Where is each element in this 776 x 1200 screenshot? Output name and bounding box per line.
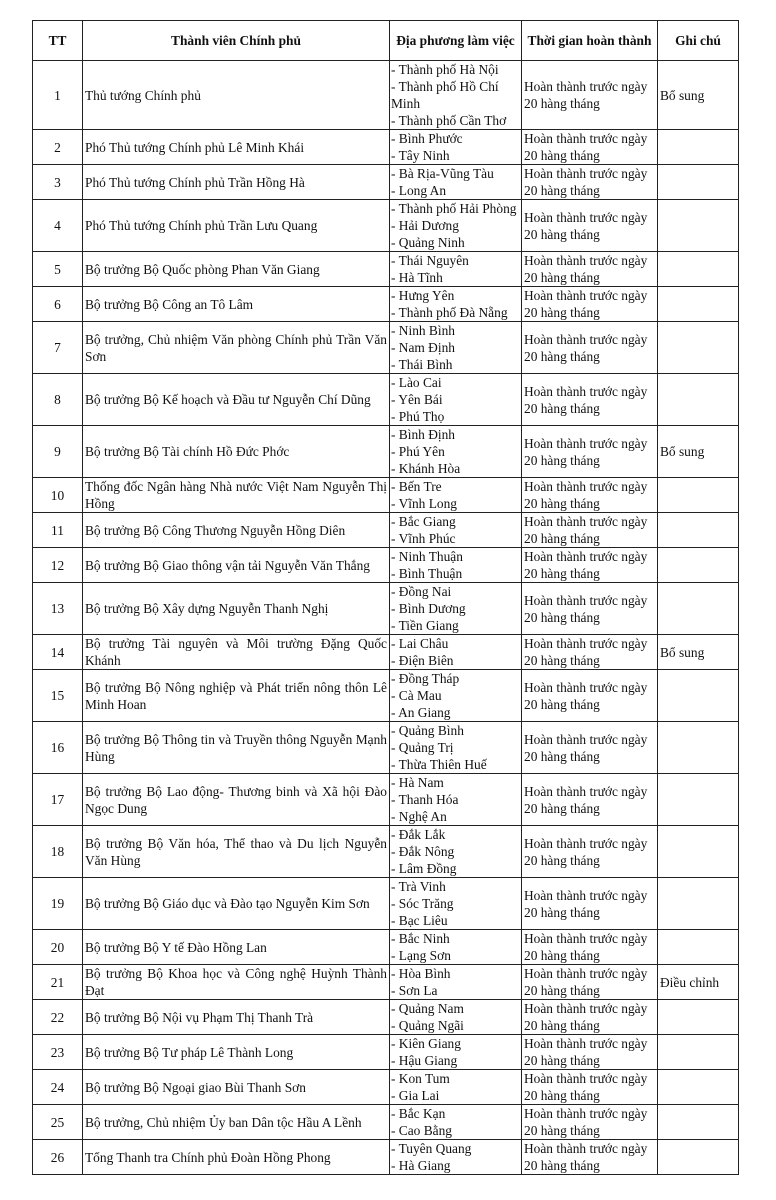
location-item: - Lạng Sơn [391, 948, 451, 963]
header-member: Thành viên Chính phủ [83, 21, 390, 61]
completion-time-line: Hoàn thành trước ngày [524, 1001, 648, 1016]
location-item: - Quảng Nam [391, 1001, 464, 1016]
completion-time [522, 130, 658, 165]
completion-time-line: 20 hàng tháng [524, 400, 600, 416]
completion-time-line: Hoàn thành trước ngày [524, 166, 648, 181]
location-item: - Bà Rịa-Vũng Tàu [391, 166, 494, 181]
completion-time-line: Hoàn thành trước ngày [524, 253, 648, 268]
table-row [33, 878, 739, 930]
completion-time-line: Hoàn thành trước ngày [524, 209, 648, 225]
completion-time [522, 1140, 658, 1175]
location-item: - Phú Yên [391, 444, 445, 459]
location-item: - Đồng Tháp [391, 671, 460, 686]
row-number: 10 [33, 478, 83, 513]
location-item: - Sơn La [391, 983, 438, 998]
note: Bổ sung [658, 61, 739, 130]
table-row [33, 426, 739, 478]
member-name: Thống đốc Ngân hàng Nhà nước Việt Nam Nguyễn Thị Hồng [83, 478, 390, 513]
row-number: 21 [33, 965, 83, 1000]
completion-time [522, 287, 658, 322]
table-row [33, 826, 739, 878]
note [658, 1035, 739, 1070]
member-name: Phó Thủ tướng Chính phủ Trần Lưu Quang [83, 200, 390, 252]
locations-cell [390, 1035, 522, 1070]
location-item: - Vĩnh Phúc [391, 531, 456, 546]
table-row [33, 322, 739, 374]
completion-time [522, 930, 658, 965]
note [658, 165, 739, 200]
completion-time-line: 20 hàng tháng [524, 226, 600, 242]
completion-time-line: Hoàn thành trước ngày [524, 79, 648, 94]
location-item: - Long An [391, 183, 447, 198]
completion-time-line: 20 hàng tháng [524, 800, 600, 816]
completion-time-line: 20 hàng tháng [524, 531, 600, 546]
table-row [33, 583, 739, 635]
locations-cell [390, 478, 522, 513]
completion-time [522, 165, 658, 200]
table-row [33, 287, 739, 322]
location-item: - Khánh Hòa [391, 461, 461, 476]
location-item: - Bắc Giang [391, 514, 456, 529]
note [658, 1070, 739, 1105]
completion-time-line: Hoàn thành trước ngày [524, 331, 648, 347]
member-name: Phó Thủ tướng Chính phủ Trần Hồng Hà [83, 165, 390, 200]
location-item: - Thành phố Hải Phòng [391, 201, 517, 216]
locations-cell [390, 583, 522, 635]
completion-time-line: Hoàn thành trước ngày [524, 1036, 648, 1051]
completion-time-line: 20 hàng tháng [524, 852, 600, 868]
completion-time [522, 478, 658, 513]
completion-time-line: Hoàn thành trước ngày [524, 931, 648, 946]
completion-time-line: Hoàn thành trước ngày [524, 966, 648, 981]
member-name: Bộ trưởng Bộ Quốc phòng Phan Văn Giang [83, 252, 390, 287]
location-item: - Bạc Liêu [391, 913, 448, 928]
completion-time-line: Hoàn thành trước ngày [524, 636, 648, 651]
locations-cell [390, 722, 522, 774]
completion-time-line: 20 hàng tháng [524, 948, 600, 963]
table-row [33, 1140, 739, 1175]
completion-time [522, 722, 658, 774]
row-number: 4 [33, 200, 83, 252]
completion-time [522, 670, 658, 722]
location-item: - Hà Giang [391, 1158, 451, 1173]
table-row [33, 1000, 739, 1035]
completion-time-line: 20 hàng tháng [524, 348, 600, 364]
member-name: Bộ trưởng Bộ Y tế Đào Hồng Lan [83, 930, 390, 965]
completion-time [522, 1000, 658, 1035]
completion-time [522, 252, 658, 287]
note [658, 1000, 739, 1035]
completion-time [522, 965, 658, 1000]
note [658, 374, 739, 426]
location-item: - Đắk Lắk [391, 827, 446, 842]
member-name: Bộ trưởng Bộ Công an Tô Lâm [83, 287, 390, 322]
table-row [33, 965, 739, 1000]
location-item: - Thành phố Cần Thơ [391, 113, 507, 128]
locations-cell [390, 1105, 522, 1140]
locations-cell [390, 513, 522, 548]
location-item: - Bắc Ninh [391, 931, 450, 946]
location-item: - Quảng Ngãi [391, 1018, 464, 1033]
row-number: 26 [33, 1140, 83, 1175]
completion-time-line: 20 hàng tháng [524, 1088, 600, 1103]
completion-time-line: Hoàn thành trước ngày [524, 679, 648, 695]
table-row [33, 930, 739, 965]
location-item: - Trà Vinh [391, 879, 446, 894]
row-number: 19 [33, 878, 83, 930]
member-name: Bộ trưởng Bộ Nông nghiệp và Phát triển nông thôn Lê Minh Hoan [83, 670, 390, 722]
completion-time-line: Hoàn thành trước ngày [524, 1106, 648, 1121]
locations-cell [390, 670, 522, 722]
note [658, 130, 739, 165]
locations-cell [390, 548, 522, 583]
completion-time-line: 20 hàng tháng [524, 96, 600, 111]
table-row [33, 548, 739, 583]
completion-time-line: Hoàn thành trước ngày [524, 288, 648, 303]
row-number: 9 [33, 426, 83, 478]
location-item: - Thành phố Hà Nội [391, 62, 499, 77]
table-row [33, 165, 739, 200]
member-name: Thủ tướng Chính phủ [83, 61, 390, 130]
header-location: Địa phương làm việc [390, 21, 522, 61]
completion-time-line: 20 hàng tháng [524, 748, 600, 764]
note [658, 252, 739, 287]
locations-cell [390, 878, 522, 930]
row-number: 5 [33, 252, 83, 287]
completion-time-line: 20 hàng tháng [524, 148, 600, 163]
table-row [33, 670, 739, 722]
completion-time [522, 635, 658, 670]
completion-time-line: 20 hàng tháng [524, 1018, 600, 1033]
locations-cell [390, 826, 522, 878]
location-item: - Thừa Thiên Huế [391, 757, 487, 772]
member-name: Bộ trưởng Bộ Văn hóa, Thể thao và Du lịch Nguyễn Văn Hùng [83, 826, 390, 878]
location-item: - Tây Ninh [391, 148, 450, 163]
member-name: Bộ trưởng Bộ Khoa học và Công nghệ Huỳnh Thành Đạt [83, 965, 390, 1000]
row-number: 22 [33, 1000, 83, 1035]
completion-time-line: Hoàn thành trước ngày [524, 131, 648, 146]
member-name: Bộ trưởng Bộ Giao thông vận tải Nguyễn Văn Thắng [83, 548, 390, 583]
note [658, 826, 739, 878]
completion-time-line: Hoàn thành trước ngày [524, 783, 648, 799]
location-item: - Tuyên Quang [391, 1141, 472, 1156]
completion-time [522, 1070, 658, 1105]
table-row [33, 61, 739, 130]
table-row [33, 774, 739, 826]
completion-time [522, 200, 658, 252]
row-number: 12 [33, 548, 83, 583]
member-name: Bộ trưởng, Chủ nhiệm Văn phòng Chính phủ Trần Văn Sơn [83, 322, 390, 374]
locations-cell [390, 61, 522, 130]
header-time: Thời gian hoàn thành [522, 21, 658, 61]
location-item: - Hà Tĩnh [391, 270, 443, 285]
row-number: 24 [33, 1070, 83, 1105]
member-name: Bộ trưởng Bộ Tư pháp Lê Thành Long [83, 1035, 390, 1070]
member-name: Bộ trưởng Bộ Công Thương Nguyễn Hồng Diên [83, 513, 390, 548]
completion-time-line: Hoàn thành trước ngày [524, 592, 648, 608]
completion-time-line: Hoàn thành trước ngày [524, 479, 648, 494]
table-row [33, 1035, 739, 1070]
note [658, 200, 739, 252]
member-name: Bộ trưởng Tài nguyên và Môi trường Đặng Quốc Khánh [83, 635, 390, 670]
note: Bổ sung [658, 635, 739, 670]
locations-cell [390, 635, 522, 670]
table-row [33, 1070, 739, 1105]
row-number: 1 [33, 61, 83, 130]
member-name: Bộ trưởng Bộ Tài chính Hồ Đức Phớc [83, 426, 390, 478]
note [658, 583, 739, 635]
locations-cell [390, 200, 522, 252]
completion-time-line: 20 hàng tháng [524, 696, 600, 712]
completion-time-line: 20 hàng tháng [524, 904, 600, 920]
completion-time-line: 20 hàng tháng [524, 270, 600, 285]
header-tt: TT [33, 21, 83, 61]
row-number: 2 [33, 130, 83, 165]
location-item: - Thanh Hóa [391, 792, 459, 807]
table-row [33, 130, 739, 165]
note [658, 1105, 739, 1140]
completion-time [522, 1105, 658, 1140]
completion-time-line: 20 hàng tháng [524, 1053, 600, 1068]
member-name: Bộ trưởng Bộ Kế hoạch và Đầu tư Nguyễn Chí Dũng [83, 374, 390, 426]
location-item: - Điện Biên [391, 653, 454, 668]
location-item: - Sóc Trăng [391, 896, 454, 911]
row-number: 6 [33, 287, 83, 322]
note [658, 1140, 739, 1175]
note: Điều chỉnh [658, 965, 739, 1000]
locations-cell [390, 374, 522, 426]
location-item: - Bình Thuận [391, 566, 463, 581]
row-number: 16 [33, 722, 83, 774]
member-name: Bộ trưởng Bộ Thông tin và Truyền thông Nguyễn Mạnh Hùng [83, 722, 390, 774]
completion-time-line: 20 hàng tháng [524, 452, 600, 468]
document-page [32, 20, 738, 1175]
locations-cell [390, 1070, 522, 1105]
location-item: - Phú Thọ [391, 409, 445, 424]
locations-cell [390, 252, 522, 287]
completion-time [522, 1035, 658, 1070]
locations-cell [390, 165, 522, 200]
row-number: 18 [33, 826, 83, 878]
note [658, 322, 739, 374]
member-name: Bộ trưởng Bộ Lao động- Thương binh và Xã hội Đào Ngọc Dung [83, 774, 390, 826]
header-note: Ghi chú [658, 21, 739, 61]
location-item: - Ninh Thuận [391, 549, 463, 564]
location-item: - Kiên Giang [391, 1036, 461, 1051]
row-number: 25 [33, 1105, 83, 1140]
location-item: - Thành phố Đà Nẵng [391, 305, 508, 320]
note [658, 478, 739, 513]
location-item: - Kon Tum [391, 1071, 450, 1086]
note [658, 774, 739, 826]
location-item: - Đắk Nông [391, 844, 455, 859]
row-number: 17 [33, 774, 83, 826]
row-number: 13 [33, 583, 83, 635]
location-item: - Tiền Giang [391, 618, 459, 633]
location-item: - Cà Mau [391, 688, 442, 703]
location-item: - Lào Cai [391, 375, 442, 390]
location-item: - Quảng Trị [391, 740, 454, 755]
table-row [33, 1105, 739, 1140]
completion-time [522, 61, 658, 130]
completion-time-line: Hoàn thành trước ngày [524, 383, 648, 399]
location-item: - Hải Dương [391, 218, 459, 233]
locations-cell [390, 965, 522, 1000]
completion-time-line: Hoàn thành trước ngày [524, 731, 648, 747]
row-number: 20 [33, 930, 83, 965]
completion-time [522, 583, 658, 635]
row-number: 8 [33, 374, 83, 426]
row-number: 23 [33, 1035, 83, 1070]
location-item: - Ninh Bình [391, 323, 455, 338]
completion-time-line: Hoàn thành trước ngày [524, 887, 648, 903]
locations-cell [390, 930, 522, 965]
location-item: - Hưng Yên [391, 288, 455, 303]
completion-time-line: Hoàn thành trước ngày [524, 835, 648, 851]
location-item: - Quảng Bình [391, 723, 464, 738]
location-item: - Vĩnh Long [391, 496, 457, 511]
location-item: - An Giang [391, 705, 451, 720]
locations-cell [390, 322, 522, 374]
completion-time-line: 20 hàng tháng [524, 305, 600, 320]
location-item: - Bến Tre [391, 479, 442, 494]
completion-time-line: Hoàn thành trước ngày [524, 1141, 648, 1156]
member-name: Bộ trưởng Bộ Ngoại giao Bùi Thanh Sơn [83, 1070, 390, 1105]
completion-time [522, 322, 658, 374]
location-item: - Hà Nam [391, 775, 444, 790]
note [658, 722, 739, 774]
note: Bổ sung [658, 426, 739, 478]
location-item: - Thái Nguyên [391, 253, 469, 268]
table-row [33, 252, 739, 287]
location-item: - Hòa Bình [391, 966, 451, 981]
location-item: - Cao Bằng [391, 1123, 452, 1138]
locations-cell [390, 130, 522, 165]
completion-time [522, 548, 658, 583]
assignment-table [32, 20, 739, 1175]
locations-cell [390, 426, 522, 478]
table-row [33, 722, 739, 774]
location-item: - Nghệ An [391, 809, 447, 824]
completion-time-line: Hoàn thành trước ngày [524, 435, 648, 451]
location-item: - Gia Lai [391, 1088, 440, 1103]
location-item: - Bình Dương [391, 601, 466, 616]
table-body [33, 61, 739, 1175]
location-item: - Yên Bái [391, 392, 443, 407]
locations-cell [390, 287, 522, 322]
completion-time-line: Hoàn thành trước ngày [524, 1071, 648, 1086]
location-item: - Lai Châu [391, 636, 449, 651]
note [658, 670, 739, 722]
row-number: 3 [33, 165, 83, 200]
location-item: - Nam Định [391, 340, 455, 355]
table-row [33, 374, 739, 426]
completion-time-line: Hoàn thành trước ngày [524, 549, 648, 564]
note [658, 930, 739, 965]
location-item: - Lâm Đồng [391, 861, 457, 876]
note [658, 878, 739, 930]
completion-time-line: 20 hàng tháng [524, 496, 600, 511]
table-header-row [33, 21, 739, 61]
location-item: - Bình Định [391, 427, 455, 442]
member-name: Bộ trưởng Bộ Xây dựng Nguyễn Thanh Nghị [83, 583, 390, 635]
table-row [33, 478, 739, 513]
row-number: 11 [33, 513, 83, 548]
completion-time-line: 20 hàng tháng [524, 609, 600, 625]
completion-time [522, 513, 658, 548]
completion-time-line: 20 hàng tháng [524, 566, 600, 581]
member-name: Bộ trưởng Bộ Nội vụ Phạm Thị Thanh Trà [83, 1000, 390, 1035]
completion-time [522, 774, 658, 826]
location-item: - Thái Bình [391, 357, 453, 372]
member-name: Bộ trưởng, Chủ nhiệm Ủy ban Dân tộc Hầu A Lềnh [83, 1105, 390, 1140]
location-item: - Hậu Giang [391, 1053, 458, 1068]
completion-time-line: 20 hàng tháng [524, 983, 600, 998]
row-number: 15 [33, 670, 83, 722]
member-name: Phó Thủ tướng Chính phủ Lê Minh Khái [83, 130, 390, 165]
location-item: - Bình Phước [391, 131, 463, 146]
note [658, 513, 739, 548]
locations-cell [390, 774, 522, 826]
completion-time [522, 826, 658, 878]
completion-time [522, 878, 658, 930]
table-row [33, 200, 739, 252]
member-name: Tổng Thanh tra Chính phủ Đoàn Hồng Phong [83, 1140, 390, 1175]
location-item: - Bắc Kạn [391, 1106, 446, 1121]
row-number: 14 [33, 635, 83, 670]
completion-time [522, 426, 658, 478]
completion-time-line: Hoàn thành trước ngày [524, 514, 648, 529]
locations-cell [390, 1140, 522, 1175]
table-row [33, 635, 739, 670]
note [658, 548, 739, 583]
member-name: Bộ trưởng Bộ Giáo dục và Đào tạo Nguyễn Kim Sơn [83, 878, 390, 930]
location-item: - Thành phố Hồ Chí Minh [391, 79, 499, 111]
location-item: - Đồng Nai [391, 584, 452, 599]
completion-time-line: 20 hàng tháng [524, 183, 600, 198]
completion-time-line: 20 hàng tháng [524, 653, 600, 668]
locations-cell [390, 1000, 522, 1035]
row-number: 7 [33, 322, 83, 374]
completion-time [522, 374, 658, 426]
completion-time-line: 20 hàng tháng [524, 1123, 600, 1138]
location-item: - Quảng Ninh [391, 235, 465, 250]
note [658, 287, 739, 322]
table-row [33, 513, 739, 548]
completion-time-line: 20 hàng tháng [524, 1158, 600, 1173]
